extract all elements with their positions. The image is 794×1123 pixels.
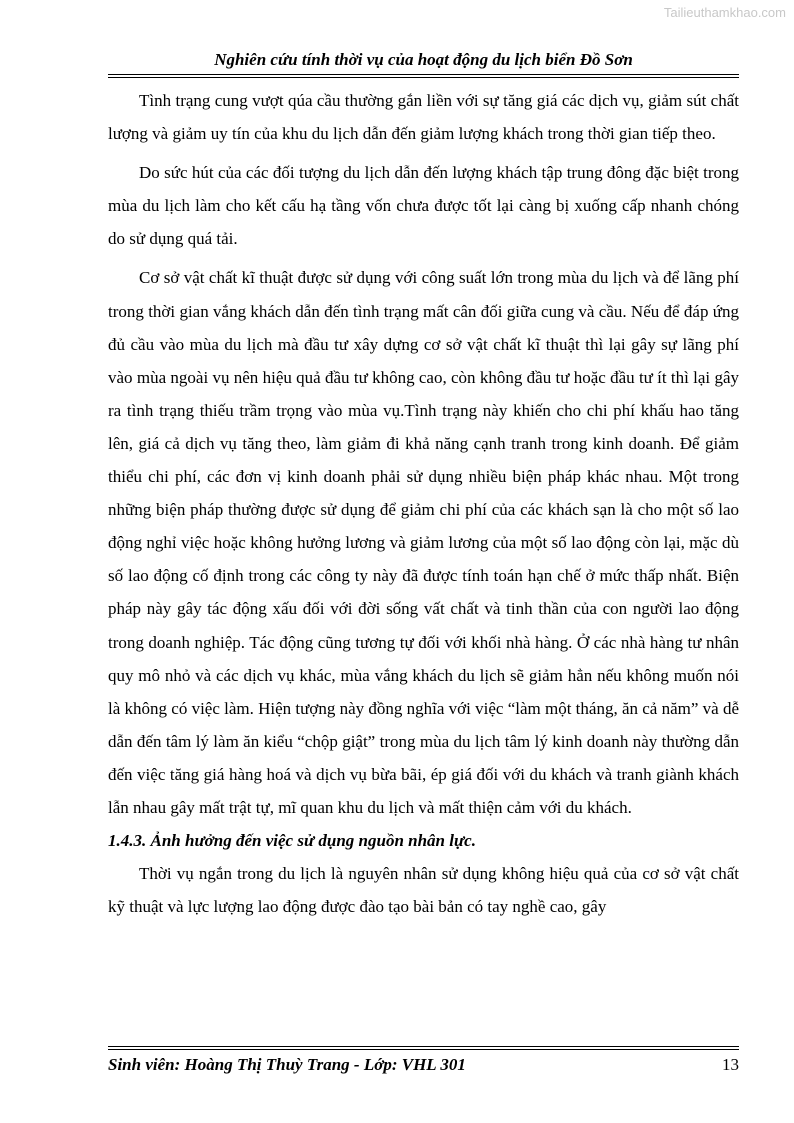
page-footer (108, 1054, 739, 1076)
paragraph-3: Cơ sở vật chất kĩ thuật được sử dụng với công suất lớn trong mùa du lịch và để lãng phí trong thời gian vắng khách dẫn đến tình trạng mất cân đối giữa cung và cầu. Nếu để đáp ứng đủ cầu vào mùa du lịch mà đầu tư xây dựng cơ sở vật chất kĩ thuật thì lại gây sự lãng phí vào mùa ngoài vụ nên hiệu quả đầu tư không cao, còn không đầu tư hoặc đầu tư ít thì lại gây ra tình trạng thiếu trầm trọng vào mùa vụ.Tình trạng này khiến cho chi phí khấu hao tăng lên, giá cả dịch vụ tăng theo, làm giảm đi khả năng cạnh tranh trong kinh doanh. Để giảm thiểu chi phí, các đơn vị kinh doanh phải sử dụng nhiều biện pháp khác nhau. Một trong những biện pháp thường được sử dụng để giảm chi phí của các khách sạn là cho một số lao động nghỉ việc hoặc không hưởng lương và giảm lương của một số lao động còn lại, mặc dù số lao động cố định trong các công ty này đã được tính toán hạn chế ở mức thấp nhất. Biện pháp này gây tác động xấu đối với đời sống vất chất và tinh thần của con người lao động trong doanh nghiệp. Tác động cũng tương tự đối với khối nhà hàng. Ở các nhà hàng tư nhân quy mô nhỏ và các dịch vụ khác, mùa vắng khách du lịch sẽ giảm hẳn nếu không muốn nói là không có việc làm. Hiện tượng này đồng nghĩa với việc “làm một tháng, ăn cả năm” và dễ dẫn đến tâm lý làm ăn kiểu “chộp giật” trong mùa du lịch tâm lý kinh doanh này thường dẫn đến việc tăng giá hàng hoá và dịch vụ bừa bãi, ép giá đối với du khách và tranh giành khách lẫn nhau gây mất trật tự, mĩ quan khu du lịch và mất thiện cảm với du khách. (108, 268, 739, 817)
footer-student-info: Sinh viên: Hoàng Thị Thuỳ Trang - Lớp: VHL 301 (108, 1055, 466, 1074)
footer-divider (108, 1046, 739, 1050)
page-number: 13 (722, 1055, 739, 1074)
paragraph-1: Tình trạng cung vượt qúa cầu thường gắn liền với sự tăng giá các dịch vụ, giảm sút chất lượng và giảm uy tín của khu du lịch dẫn đến giảm lượng khách trong thời gian tiếp theo. (108, 91, 739, 144)
section-heading: 1.4.3. Ảnh hưởng đến việc sử dụng nguồn nhân lực. (108, 831, 476, 851)
running-header-title: Nghiên cứu tính thời vụ của hoạt động du lịch biển Đồ Sơn (214, 50, 633, 69)
page-body (108, 84, 739, 923)
watermark: Tailieuthamkhao.com (663, 5, 786, 20)
paragraph-4: Thời vụ ngắn trong du lịch là nguyên nhân sử dụng không hiệu quả của cơ sở vật chất kỹ thuật và lực lượng lao động được đào tạo bài bản có tay nghề cao, gây (108, 864, 739, 917)
paragraph-2: Do sức hút của các đối tượng du lịch dẫn đến lượng khách tập trung đông đặc biệt trong mùa du lịch làm cho kết cấu hạ tầng vốn chưa được tốt lại càng bị xuống cấp nhanh chóng do sử dụng quá tải. (108, 163, 739, 249)
header-divider (108, 74, 739, 78)
